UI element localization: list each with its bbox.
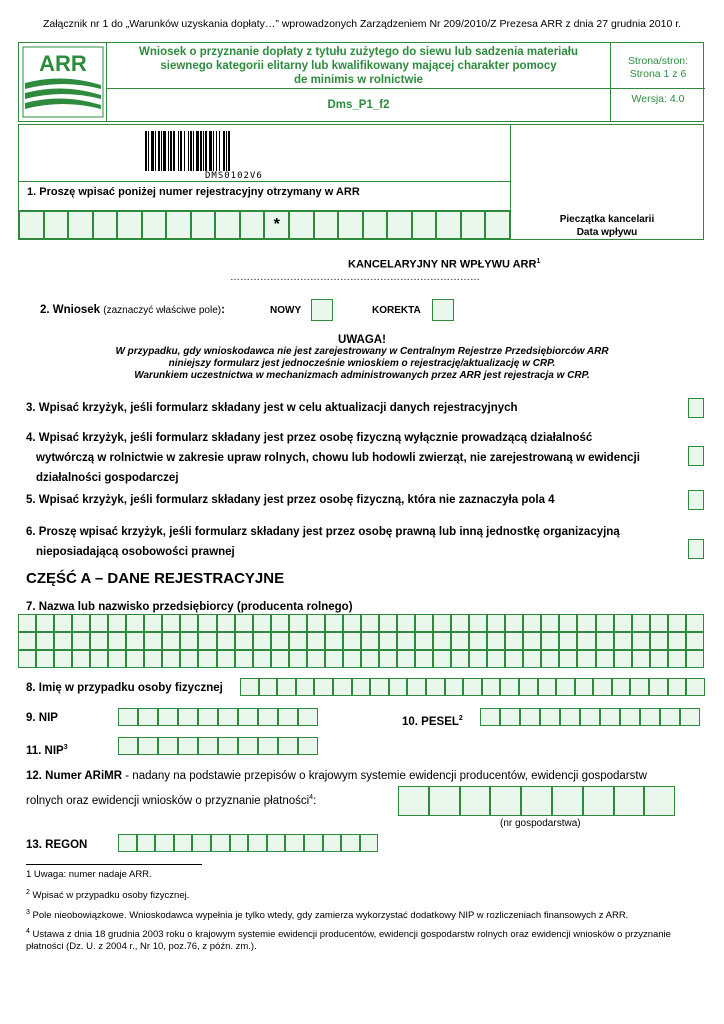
q13-cell[interactable] [360,834,379,852]
q7-cell[interactable] [505,632,523,650]
q3-checkbox[interactable] [688,398,704,418]
q3-label: 3. Wpisać krzyżyk, jeśli formularz składany jest w celu aktualizacji danych rejestracyjnych [26,402,518,414]
q7-cell[interactable] [577,650,595,668]
q12-cell[interactable] [460,786,491,816]
barcode-bar [178,131,179,171]
q7-cell[interactable] [650,614,668,632]
q10-cell[interactable] [540,708,560,726]
barcode-bar [148,131,149,171]
barcode-bar [151,131,154,171]
logo-text: ARR [39,51,87,76]
q7-cell[interactable] [108,614,126,632]
q7-cell[interactable] [144,614,162,632]
q13-cell[interactable] [137,834,156,852]
barcode-bar [219,131,220,171]
q8-cell[interactable] [389,678,408,696]
q7-cell[interactable] [180,632,198,650]
q7-cell[interactable] [397,650,415,668]
q9-cell[interactable] [258,708,278,726]
q12-cell[interactable] [490,786,521,816]
q7-cell[interactable] [180,650,198,668]
q7-cell[interactable] [108,632,126,650]
q8-cell[interactable] [277,678,296,696]
barcode-bar [203,131,204,171]
q1-cell[interactable] [142,211,167,239]
q7-cell[interactable] [289,614,307,632]
q7-cell[interactable] [162,614,180,632]
q7-name-cells[interactable] [18,614,704,668]
q1-marker-cell[interactable]: * [264,211,289,239]
q7-cell[interactable] [614,614,632,632]
q10-cell[interactable] [500,708,520,726]
q9-cell[interactable] [278,708,298,726]
q7-cell[interactable] [36,650,54,668]
q1-cell[interactable] [191,211,216,239]
q7-cell[interactable] [289,650,307,668]
q7-cell[interactable] [325,650,343,668]
q9-nip-cells[interactable] [118,708,318,726]
q7-cell[interactable] [451,614,469,632]
q13-cell[interactable] [174,834,193,852]
q7-cell[interactable] [451,650,469,668]
q9-cell[interactable] [298,708,318,726]
q13-regon-cells[interactable] [118,834,378,852]
q6-checkbox[interactable] [688,539,704,559]
q7-cell[interactable] [235,632,253,650]
q7-cell[interactable] [596,614,614,632]
q12-cell[interactable] [429,786,460,816]
q7-cell[interactable] [271,632,289,650]
q13-cell[interactable] [155,834,174,852]
q7-cell[interactable] [162,650,180,668]
q7-label: 7. Nazwa lub nazwisko przedsiębiorcy (producenta rolnego) [26,601,353,613]
q7-cell[interactable] [650,650,668,668]
q13-cell[interactable] [230,834,249,852]
page-counter: Strona/stron: Strona 1 z 6 [611,43,705,89]
q7-cell[interactable] [72,614,90,632]
q9-cell[interactable] [118,708,138,726]
q7-cell[interactable] [343,614,361,632]
uwaga-notice: UWAGA! W przypadku, gdy wnioskodawca nie jest zarejestrowany w Centralnym Rejestrze Przedsiębiorców ARR niniejszy formularz jest jednocześnie wnioskiem o rejestrację/aktualizację w CRP. Warunkiem uczestnictwa w mechanizmach administrowanych przez ARR jest rejestracja w CRP. [115,334,609,381]
q7-cell[interactable] [361,614,379,632]
q8-first-name-cells[interactable] [240,678,705,696]
registration-box [18,124,704,240]
q9-cell[interactable] [218,708,238,726]
q7-cell[interactable] [469,614,487,632]
q8-cell[interactable] [333,678,352,696]
q10-cell[interactable] [560,708,580,726]
q7-cell[interactable] [162,632,180,650]
q11-cell[interactable] [118,737,138,755]
q7-cell[interactable] [541,650,559,668]
q1-cell[interactable] [461,211,486,239]
q13-cell[interactable] [323,834,342,852]
q11-cell[interactable] [138,737,158,755]
barcode-bar [223,131,225,171]
q7-cell[interactable] [433,650,451,668]
q7-cell[interactable] [541,614,559,632]
q9-cell[interactable] [158,708,178,726]
q11-nip-cells[interactable] [118,737,318,755]
q8-cell[interactable] [630,678,649,696]
q8-cell[interactable] [612,678,631,696]
office-stamp: Pieczątka kancelarii Data wpływu [559,214,655,238]
form-header [18,42,704,122]
q12-cell[interactable] [644,786,675,816]
q9-cell[interactable] [178,708,198,726]
barcode-bar [163,131,166,171]
q11-cell[interactable] [218,737,238,755]
q7-cell[interactable] [235,650,253,668]
barcode-bar [200,131,202,171]
q12-arimr-cells[interactable] [398,786,675,816]
barcode-bar [216,131,217,171]
q2-new-label: NOWY [270,305,302,316]
q8-cell[interactable] [556,678,575,696]
kancelaryjny-label: KANCELARYJNY NR WPŁYWU ARR$^1$ [348,258,541,271]
q13-cell[interactable] [285,834,304,852]
footnote-2: $^2$ Wpisać w przypadku osoby fizycznej. [26,889,190,902]
q8-cell[interactable] [370,678,389,696]
q7-cell[interactable] [523,650,541,668]
q7-cell[interactable] [72,650,90,668]
q13-cell[interactable] [211,834,230,852]
footnote-4: $^4$ Ustawa z dnia 18 grudnia 2003 roku o krajowym systemie ewidencji producentów, ewidencji gospodarstw rolnych oraz ewidencji wniosków o przyznanie płatności (Dz. U. z 2004 r., Nr 10, poz.76, z późn. zm.). [26,928,671,953]
kancelaryjny-dots: ………………………………………………………………… [230,272,480,283]
q1-cell[interactable] [240,211,265,239]
q13-cell[interactable] [267,834,286,852]
q12-cell[interactable] [552,786,583,816]
q7-cell[interactable] [126,632,144,650]
barcode-bar [209,131,212,171]
q1-cell[interactable] [44,211,69,239]
q7-cell[interactable] [487,632,505,650]
q7-cell[interactable] [541,632,559,650]
q8-cell[interactable] [463,678,482,696]
q7-cell[interactable] [18,650,36,668]
q7-cell[interactable] [18,632,36,650]
q7-cell[interactable] [668,614,686,632]
q7-cell[interactable] [90,650,108,668]
q8-cell[interactable] [575,678,594,696]
q2-label: 2. Wniosek (zaznaczyć właściwe pole): [40,304,225,316]
q1-cell[interactable] [19,211,44,239]
q1-cell[interactable] [68,211,93,239]
q7-row[interactable] [18,614,704,632]
q9-label: 9. NIP [26,712,58,724]
q7-cell[interactable] [415,632,433,650]
q11-cell[interactable] [278,737,298,755]
q7-cell[interactable] [686,650,704,668]
q13-cell[interactable] [192,834,211,852]
q7-cell[interactable] [433,614,451,632]
barcode-bar [190,131,192,171]
q1-cell[interactable] [387,211,412,239]
q8-cell[interactable] [649,678,668,696]
q12-caption: (nr gospodarstwa) [500,818,581,829]
q1-cell[interactable] [412,211,437,239]
q8-cell[interactable] [240,678,259,696]
q13-label: 13. REGON [26,839,88,851]
barcode-bar [161,131,162,171]
barcode-bar [226,131,227,171]
q11-cell[interactable] [158,737,178,755]
q7-cell[interactable] [144,632,162,650]
q8-cell[interactable] [519,678,538,696]
q7-cell[interactable] [253,632,271,650]
q10-label: 10. PESEL$^2$ [402,715,463,728]
q7-cell[interactable] [487,650,505,668]
q7-cell[interactable] [523,632,541,650]
q10-cell[interactable] [520,708,540,726]
barcode-bar [168,131,169,171]
q8-cell[interactable] [686,678,705,696]
q8-cell[interactable] [426,678,445,696]
q13-cell[interactable] [341,834,360,852]
barcode-bar [205,131,207,171]
q7-cell[interactable] [614,632,632,650]
q9-cell[interactable] [238,708,258,726]
q7-cell[interactable] [451,632,469,650]
arr-logo-icon [19,43,107,121]
form-version: Wersja: 4.0 [631,93,685,105]
q1-cell[interactable] [289,211,314,239]
q7-cell[interactable] [469,632,487,650]
q7-cell[interactable] [217,632,235,650]
q7-row[interactable] [18,650,704,668]
q7-cell[interactable] [54,632,72,650]
q13-cell[interactable] [118,834,137,852]
q4-checkbox[interactable] [688,446,704,466]
q7-cell[interactable] [217,614,235,632]
q8-cell[interactable] [259,678,278,696]
q11-cell[interactable] [178,737,198,755]
section-a-title: CZĘŚĆ A – DANE REJESTRACYJNE [26,570,285,587]
q10-cell[interactable] [600,708,620,726]
q7-cell[interactable] [198,614,216,632]
footnote-1: 1 Uwaga: numer nadaje ARR. [26,869,152,880]
q7-cell[interactable] [72,632,90,650]
barcode-bar [145,131,147,171]
q4-label: 4. Wpisać krzyżyk, jeśli formularz składany jest przez osobę fizyczną wyłącznie prowadzącą działalność wytwórczą w rolnictwie w zakresie upraw rolnych, chowu lub hodowli zwierząt, nie zarejestrowaną w ewidencji działalności gospodarczej [26,432,640,484]
q7-cell[interactable] [289,632,307,650]
q8-cell[interactable] [407,678,426,696]
q1-cell[interactable] [93,211,118,239]
q7-cell[interactable] [433,632,451,650]
q1-cell[interactable] [117,211,142,239]
q7-cell[interactable] [90,632,108,650]
q2-correction-label: KOREKTA [372,305,421,316]
q7-cell[interactable] [559,632,577,650]
q12-label-line2: rolnych oraz ewidencji wniosków o przyznanie płatności$^4$: [26,794,317,807]
footnote-3: $^3$ Pole nieobowiązkowe. Wnioskodawca wypełnia je tylko wtedy, gdy zamierza wykorzystać dodatkowy NIP w rozliczeniach finansowych z ARR. [26,909,629,922]
q8-label: 8. Imię w przypadku osoby fizycznej [26,682,223,694]
q7-cell[interactable] [90,614,108,632]
q7-cell[interactable] [668,632,686,650]
q1-registration-number-cells[interactable] [19,211,510,239]
q2-new-checkbox[interactable] [311,299,333,321]
q7-cell[interactable] [577,614,595,632]
barcode-bar [184,131,185,171]
q7-cell[interactable] [253,614,271,632]
q11-cell[interactable] [298,737,318,755]
q1-label: 1. Proszę wpisać poniżej numer rejestracyjny otrzymany w ARR [19,181,510,211]
q13-cell[interactable] [248,834,267,852]
q7-cell[interactable] [487,614,505,632]
q7-cell[interactable] [596,632,614,650]
barcode-bar [158,131,160,171]
q8-cell[interactable] [352,678,371,696]
q7-cell[interactable] [126,614,144,632]
q1-cell[interactable] [363,211,388,239]
q11-cell[interactable] [198,737,218,755]
q7-cell[interactable] [559,650,577,668]
q8-cell[interactable] [482,678,501,696]
q6-label: 6. Proszę wpisać krzyżyk, jeśli formularz składany jest przez osobę prawną lub inną jednostkę organizacyjną nieposiadającą osobowości prawnej [26,526,620,558]
q7-cell[interactable] [253,650,271,668]
q7-cell[interactable] [325,614,343,632]
q7-cell[interactable] [469,650,487,668]
q5-checkbox[interactable] [688,490,704,510]
q12-cell[interactable] [583,786,614,816]
q1-cell[interactable] [436,211,461,239]
q7-cell[interactable] [325,632,343,650]
q10-cell[interactable] [580,708,600,726]
q10-cell[interactable] [480,708,500,726]
q8-cell[interactable] [314,678,333,696]
barcode-bar [170,131,172,171]
barcode-bar [196,131,199,171]
q2-correction-checkbox[interactable] [432,299,454,321]
q7-cell[interactable] [271,650,289,668]
q8-cell[interactable] [500,678,519,696]
q7-cell[interactable] [397,632,415,650]
form-title: Wniosek o przyznanie dopłaty z tytułu zużytego do siewu lub sadzenia materiału siewnego kategorii elitarny lub kwalifikowany mającej charakter pomocy de minimis w rolnictwie [107,43,611,89]
q7-cell[interactable] [505,650,523,668]
q8-cell[interactable] [538,678,557,696]
q1-cell[interactable] [215,211,240,239]
q7-cell[interactable] [307,632,325,650]
q7-row[interactable] [18,632,704,650]
q7-cell[interactable] [379,632,397,650]
q10-cell[interactable] [640,708,660,726]
q7-cell[interactable] [686,632,704,650]
q10-cell[interactable] [620,708,640,726]
q7-cell[interactable] [614,650,632,668]
q7-cell[interactable] [36,614,54,632]
q7-cell[interactable] [415,614,433,632]
q11-cell[interactable] [258,737,278,755]
q7-cell[interactable] [217,650,235,668]
barcode-bar [228,131,230,171]
q7-cell[interactable] [307,650,325,668]
barcode-bar [173,131,175,171]
q7-cell[interactable] [198,632,216,650]
q8-cell[interactable] [445,678,464,696]
q7-cell[interactable] [343,632,361,650]
q7-cell[interactable] [505,614,523,632]
q8-cell[interactable] [593,678,612,696]
q7-cell[interactable] [596,650,614,668]
q7-cell[interactable] [559,614,577,632]
q11-cell[interactable] [238,737,258,755]
q7-cell[interactable] [180,614,198,632]
q12-cell[interactable] [398,786,429,816]
q12-cell[interactable] [614,786,645,816]
q7-cell[interactable] [198,650,216,668]
q7-cell[interactable] [144,650,162,668]
q1-cell[interactable] [485,211,510,239]
q7-cell[interactable] [650,632,668,650]
q10-cell[interactable] [680,708,700,726]
q10-pesel-cells[interactable] [480,708,700,726]
q7-cell[interactable] [397,614,415,632]
q7-cell[interactable] [415,650,433,668]
q1-cell[interactable] [338,211,363,239]
q5-label: 5. Wpisać krzyżyk, jeśli formularz składany jest przez osobę fizyczną, która nie zaznaczyła pola 4 [26,494,555,506]
q7-cell[interactable] [54,650,72,668]
q7-cell[interactable] [632,632,650,650]
q7-cell[interactable] [379,650,397,668]
barcode-bar [213,131,214,171]
footnote-divider [26,864,202,865]
q7-cell[interactable] [632,650,650,668]
q7-cell[interactable] [307,614,325,632]
q1-cell[interactable] [314,211,339,239]
q9-cell[interactable] [198,708,218,726]
barcode-bar [188,131,189,171]
q7-cell[interactable] [379,614,397,632]
q1-cell[interactable] [166,211,191,239]
barcode-text: DMS0102V6 [205,171,263,181]
barcode-bar [193,131,194,171]
q9-cell[interactable] [138,708,158,726]
q8-cell[interactable] [668,678,687,696]
q7-cell[interactable] [361,650,379,668]
q7-cell[interactable] [632,614,650,632]
q7-cell[interactable] [36,632,54,650]
q7-cell[interactable] [523,614,541,632]
barcode-icon [145,131,293,171]
q7-cell[interactable] [343,650,361,668]
barcode-bar [180,131,182,171]
q12-cell[interactable] [521,786,552,816]
q7-cell[interactable] [361,632,379,650]
q7-cell[interactable] [126,650,144,668]
q11-label: 11. NIP$^3$ [26,744,68,757]
barcode-bar [155,131,156,171]
q7-cell[interactable] [271,614,289,632]
q8-cell[interactable] [296,678,315,696]
q7-cell[interactable] [668,650,686,668]
q7-cell[interactable] [686,614,704,632]
form-code: Dms_P1_f2 [107,89,611,121]
q12-label: 12. Numer ARiMR - nadany na podstawie przepisów o krajowym systemie ewidencji producentów, ewidencji gospodarstw [26,770,647,782]
q7-cell[interactable] [18,614,36,632]
q7-cell[interactable] [54,614,72,632]
top-note: Załącznik nr 1 do „Warunków uzyskania dopłaty…” wprowadzonych Zarządzeniem Nr 209/2010/Z Prezesa ARR z dnia 27 grudnia 2010 r. [42,18,682,30]
q10-cell[interactable] [660,708,680,726]
q13-cell[interactable] [304,834,323,852]
q7-cell[interactable] [235,614,253,632]
q7-cell[interactable] [577,632,595,650]
q7-cell[interactable] [108,650,126,668]
